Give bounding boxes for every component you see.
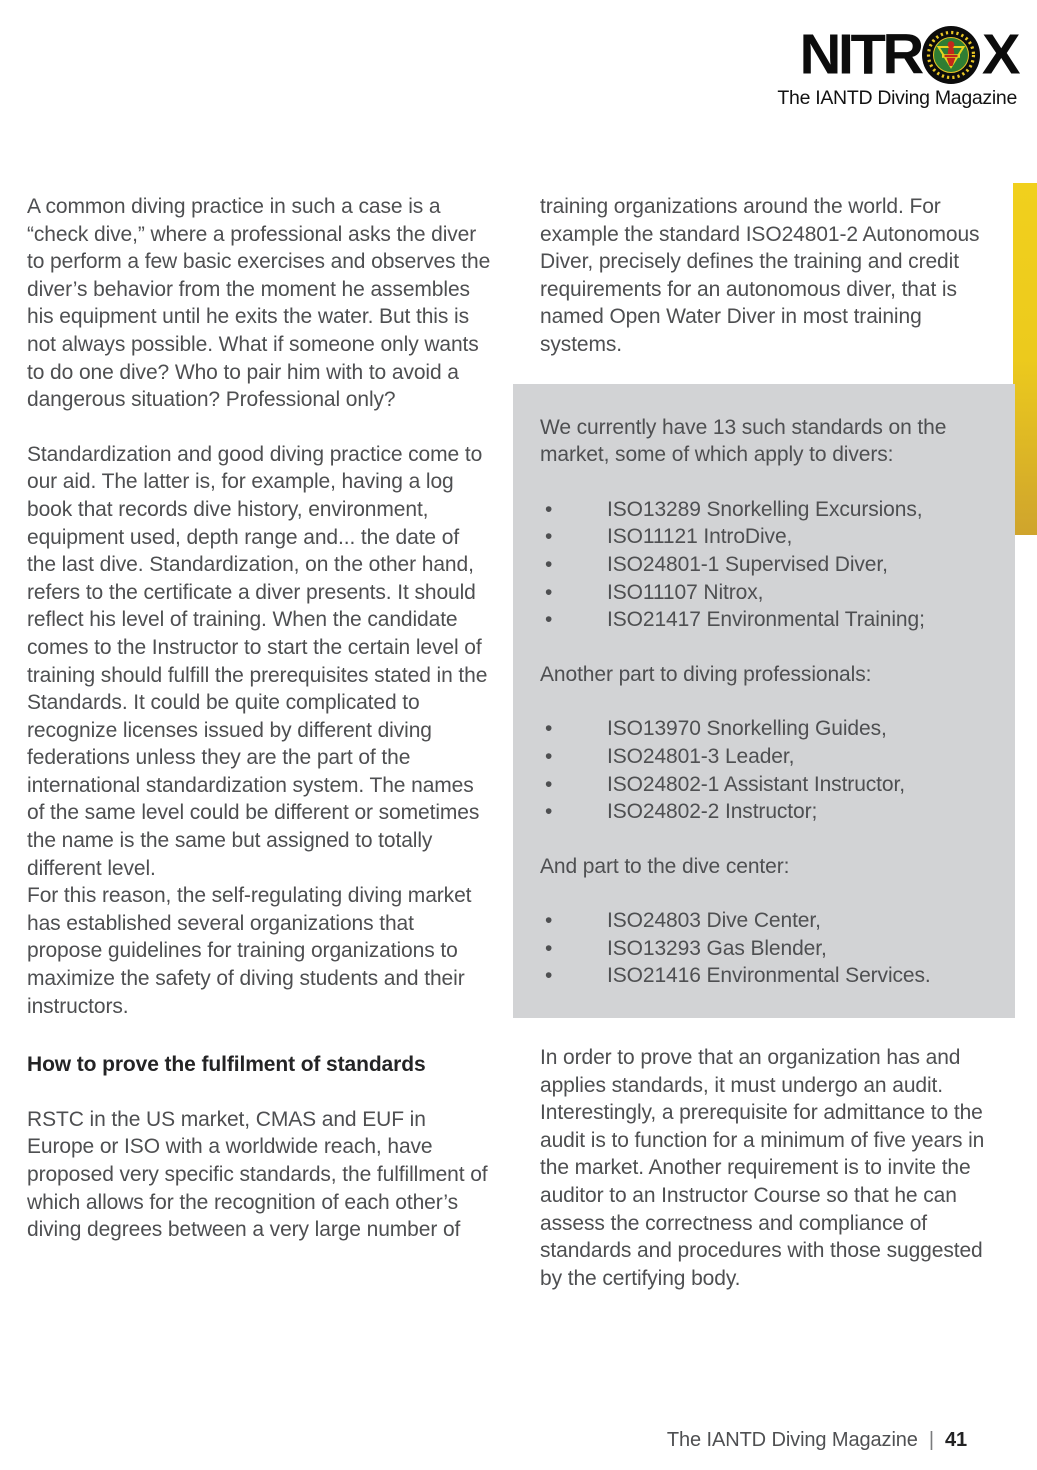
list-item-text: ISO24801-3 Leader, <box>607 744 795 768</box>
standards-intro: We currently have 13 such standards on the market, some of which apply to divers: <box>540 415 947 467</box>
standards-list-professionals <box>540 715 993 825</box>
list-item-text: ISO13970 Snorkelling Guides, <box>607 717 887 741</box>
right-column <box>513 193 1015 1292</box>
bullet-icon: • <box>545 552 553 576</box>
list-item <box>540 606 993 634</box>
paragraph: For this reason, the self-regulating diving market has established several organizations that propose guidelines for training organizations to maximize the safety of diving students and their instructors. <box>27 884 472 1018</box>
list-item <box>540 798 993 826</box>
logo-text-right: X <box>981 22 1017 87</box>
list-item-text: ISO24801-1 Supervised Diver, <box>607 552 888 576</box>
paragraph: In order to prove that an organization has and applies standards, it must undergo an audit. Interestingly, a prerequisite for admittance to the audit is to function for a minimum of five years in the market. Another requirement is to invite the auditor to an Instructor Course so that he can assess the correctness and compliance of standards and procedures with those suggested by the certifying body. <box>540 1046 985 1290</box>
standards-label-professionals: Another part to diving professionals: <box>540 662 872 686</box>
bullet-icon: • <box>545 800 553 824</box>
iantd-badge-icon <box>922 26 980 84</box>
list-item <box>540 496 993 524</box>
list-item <box>540 907 993 935</box>
bullet-icon: • <box>545 497 553 521</box>
page-footer <box>667 1429 967 1452</box>
bullet-icon: • <box>545 964 553 988</box>
list-item <box>540 962 993 990</box>
section-heading: How to prove the fulfilment of standards <box>27 1053 426 1077</box>
list-item-text: ISO24802-1 Assistant Instructor, <box>607 772 905 796</box>
bullet-icon: • <box>545 936 553 960</box>
standards-box <box>513 384 1015 1019</box>
list-item <box>540 935 993 963</box>
standards-list-divers <box>540 496 993 634</box>
bullet-icon: • <box>545 580 553 604</box>
article-body <box>27 193 1015 1292</box>
standards-list-dive-center <box>540 907 993 990</box>
bullet-icon: • <box>545 525 553 549</box>
paragraph: training organizations around the world. For example the standard ISO24801-2 Autonomous Diver, precisely defines the training and credit requirements for an autonomous diver, that is named Open Water Diver in most training systems. <box>540 195 980 356</box>
bullet-icon: • <box>545 744 553 768</box>
bullet-icon: • <box>545 909 553 933</box>
paragraph: A common diving practice in such a case is a “check dive,” where a professional asks the diver to perform a few basic exercises and observes the diver’s behavior from the moment he assembles his equipment until he exits the water. But this is not always possible. What if someone only wants to do one dive? Who to pair him with to avoid a dangerous situation? Professional only? <box>27 195 491 412</box>
list-item <box>540 743 993 771</box>
list-item-text: ISO21417 Environmental Training; <box>607 608 925 632</box>
paragraph: Standardization and good diving practice come to our aid. The latter is, for example, having a log book that records dive history, environment, equipment used, depth range and... the date of the last dive. Standardization, on the other hand, refers to the certificate a diver presents. It should reflect his level of training. When the candidate comes to the Instructor to start the certain level of training should fulfill the prerequisites stated in the Standards. It could be quite complicated to recognize licenses issued by different diving federations unless they are the part of the international standardization system. The names of the same level could be different or sometimes the name is the same but assigned to totally different level. <box>27 442 488 880</box>
list-item-text: ISO13289 Snorkelling Excursions, <box>607 497 923 521</box>
list-item-text: ISO24803 Dive Center, <box>607 909 821 933</box>
left-column <box>27 193 492 1292</box>
magazine-logo <box>777 22 1017 110</box>
logo-text-left: NITR <box>799 22 921 87</box>
list-item <box>540 523 993 551</box>
footer-magazine-name: The IANTD Diving Magazine <box>666 1429 918 1451</box>
yellow-accent-bar <box>1013 183 1037 535</box>
standards-label-dive-center: And part to the dive center: <box>540 854 790 878</box>
paragraph: RSTC in the US market, CMAS and EUF in Europe or ISO with a worldwide reach, have proposed very specific standards, the fulfillment of which allows for the recognition of each other’s diving degrees between a very large number of <box>27 1107 488 1242</box>
logo-wordmark <box>777 22 1017 87</box>
list-item <box>540 551 993 579</box>
bullet-icon: • <box>545 717 553 741</box>
logo-tagline: The IANTD Diving Magazine <box>777 87 1017 109</box>
bullet-icon: • <box>545 772 553 796</box>
list-item-text: ISO11107 Nitrox, <box>607 580 764 604</box>
list-item-text: ISO13293 Gas Blender, <box>607 936 827 960</box>
list-item-text: ISO24802-2 Instructor; <box>607 800 818 824</box>
list-item-text: ISO21416 Environmental Services. <box>607 964 931 988</box>
bullet-icon: • <box>545 608 553 632</box>
list-item <box>540 579 993 607</box>
list-item <box>540 771 993 799</box>
list-item-text: ISO11121 IntroDive, <box>607 525 793 549</box>
footer-separator: | <box>928 1429 934 1451</box>
list-item <box>540 715 993 743</box>
page-number: 41 <box>944 1429 967 1451</box>
